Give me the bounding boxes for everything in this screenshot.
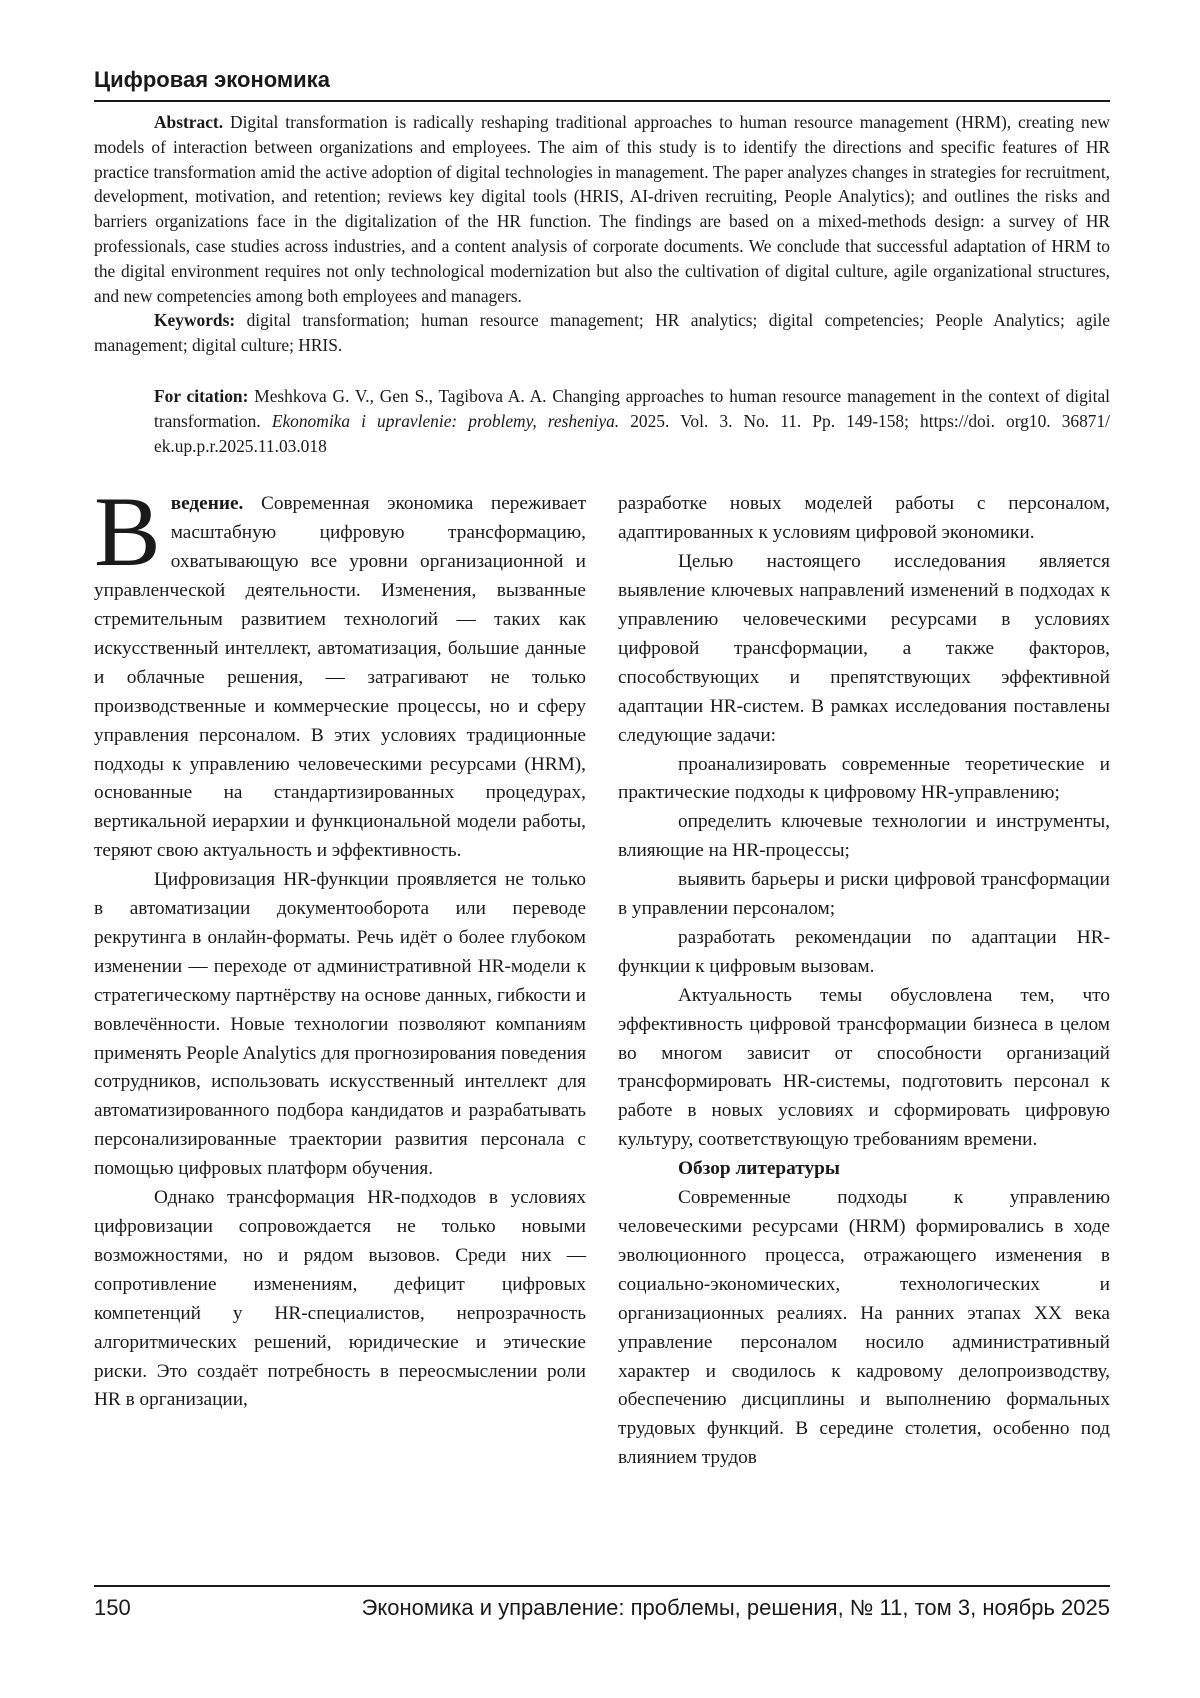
journal-title: Экономика и управление: проблемы, решения, № 11, том 3, ноябрь 2025	[361, 1595, 1110, 1620]
footer	[94, 1594, 1110, 1622]
keywords-label: Keywords:	[154, 310, 236, 331]
body-paragraph: Целью настоящего исследования является выявление ключевых направлений изменений в подходах к управлению человеческими ресурсами в условиях цифровой трансформации, а также факторов, способствующих и препятствующих эффективной адаптации HR-систем. В рамках исследования поставлены следующие задачи:	[618, 551, 1110, 746]
abstract-label: Abstract.	[154, 112, 224, 132]
citation-label: For citation:	[154, 385, 249, 406]
body-paragraph: разработке новых моделей работы с персоналом, адаптированных к условиям цифровой экономики.	[618, 493, 1110, 544]
task-item: проанализировать современные теоретические и практические подходы к цифровому HR-управлению;	[618, 753, 1110, 804]
left-column	[94, 476, 586, 1473]
citation-text-before: Meshkova G. V., Gen S., Tagibova A. A. Changing approaches to human resource management in the context of digital transformation.	[154, 385, 1111, 431]
abstract-paragraph	[94, 110, 1110, 308]
body-paragraph: Однако трансформация HR-подходов в условиях цифровизации сопровождается не только новыми возможностями, но и рядом вызовов. Среди них — сопротивление изменениям, дефицит цифровых компетенций у HR-специалистов, непрозрачность алгоритмических решений, юридические и этические риски. Это создаёт потребность в переосмыслении роли HR в организации,	[94, 1187, 586, 1411]
task-item: разработать рекомендации по адаптации HR-функции к цифровым вызовам.	[618, 926, 1110, 977]
citation-text-after: 2025. Vol. 3. No. 11. Pp. 149-158; https://doi. org10. 36871/ ek.up.p.r.2025.11.03.018	[154, 410, 1111, 456]
intro-lead: ведение.	[170, 493, 244, 515]
section-title: Цифровая экономика	[94, 67, 330, 92]
abstract	[94, 110, 1110, 358]
task-item: определить ключевые технологии и инструменты, влияющие на HR-процессы;	[618, 811, 1110, 862]
body-paragraph: Цифровизация HR-функции проявляется не только в автоматизации документооборота или переводе рекрутинга в онлайн-форматы. Речь идёт о более глубоком изменении — переходе от административной HR-модели к стратегическому партнёрству на основе данных, гибкости и вовлечённости. Новые технологии позволяют компаниям применять People Analytics для прогнозирования поведения сотрудников, использовать искусственный интеллект для автоматизированного подбора кандидатов и разрабатывать персонализированные траектории развития персонала с помощью цифровых платформ обучения.	[94, 869, 586, 1180]
body-paragraph: Современные подходы к управлению человеческими ресурсами (HRM) формировались в ходе эволюционного процесса, отражающего изменения в социально-экономических, технологических и организационных реалиях. На ранних этапах XX века управление персоналом носило административный характер и сводилось к кадровому делопроизводству, обеспечению дисциплины и выполнению формальных трудовых функций. В середине столетия, особенно под влиянием трудов	[618, 1187, 1110, 1469]
citation-journal: Ekonomika i upravlenie: problemy, resheniya.	[271, 410, 620, 431]
keywords-text: digital transformation; human resource management; HR analytics; digital competencies; People Analytics; agile management; digital culture; HRIS.	[94, 310, 1110, 356]
abstract-text: Digital transformation is radically reshaping traditional approaches to human resource management (HRM), creating new models of interaction between organizations and employees. The aim of this study is to identify the directions and specific features of HR practice transformation amid the active adoption of digital technologies in management. The paper analyzes changes in strategies for recruitment, development, motivation, and retention; reviews key digital tools (HRIS, AI-driven recruiting, People Analytics); and outlines the risks and barriers organizations face in the digitalization of the HR function. The findings are based on a mixed-methods design: a survey of HR professionals, case studies across industries, and a content analysis of corporate documents. We conclude that successful adaptation of HRM to the digital environment requires not only technological modernization but also the cultivation of digital culture, agile organizational structures, and new competencies among both employees and managers.	[94, 112, 1110, 306]
page-number: 150	[94, 1595, 131, 1620]
keywords-paragraph	[94, 308, 1110, 358]
page	[94, 60, 1110, 1473]
body-paragraph: Актуальность темы обусловлена тем, что эффективность цифровой трансформации бизнеса в целом во многом зависит от способности организаций трансформировать HR-системы, подготовить персонал к работе в новых условиях и сформировать цифровую культуру, соответствующую требованиям времени.	[618, 984, 1110, 1151]
citation	[154, 384, 1110, 458]
drop-cap: В	[94, 476, 161, 588]
intro-text: Современная экономика переживает масштабную цифровую трансформацию, охватывающую все уровни организационной и управленческой деятельности. Изменения, вызванные стремительным развитием технологий — таких как искусственный интеллект, автоматизация, большие данные и облачные решения, — затрагивают не только производственные и коммерческие процессы, но и сферу управления персоналом. В этих условиях традиционные подходы к управлению человеческими ресурсами (HRM), основанные на стандартизированных процедурах, вертикальной иерархии и функциональной модели работы, теряют свою актуальность и эффективность.	[94, 493, 586, 862]
right-column	[618, 490, 1110, 1473]
task-item: выявить барьеры и риски цифровой трансформации в управлении персоналом;	[618, 869, 1110, 920]
footer-rule	[94, 1585, 1110, 1587]
body-columns	[94, 476, 1110, 1473]
header-rule	[94, 100, 1110, 102]
intro-paragraph	[94, 476, 586, 866]
literature-heading: Обзор литературы	[678, 1158, 840, 1180]
